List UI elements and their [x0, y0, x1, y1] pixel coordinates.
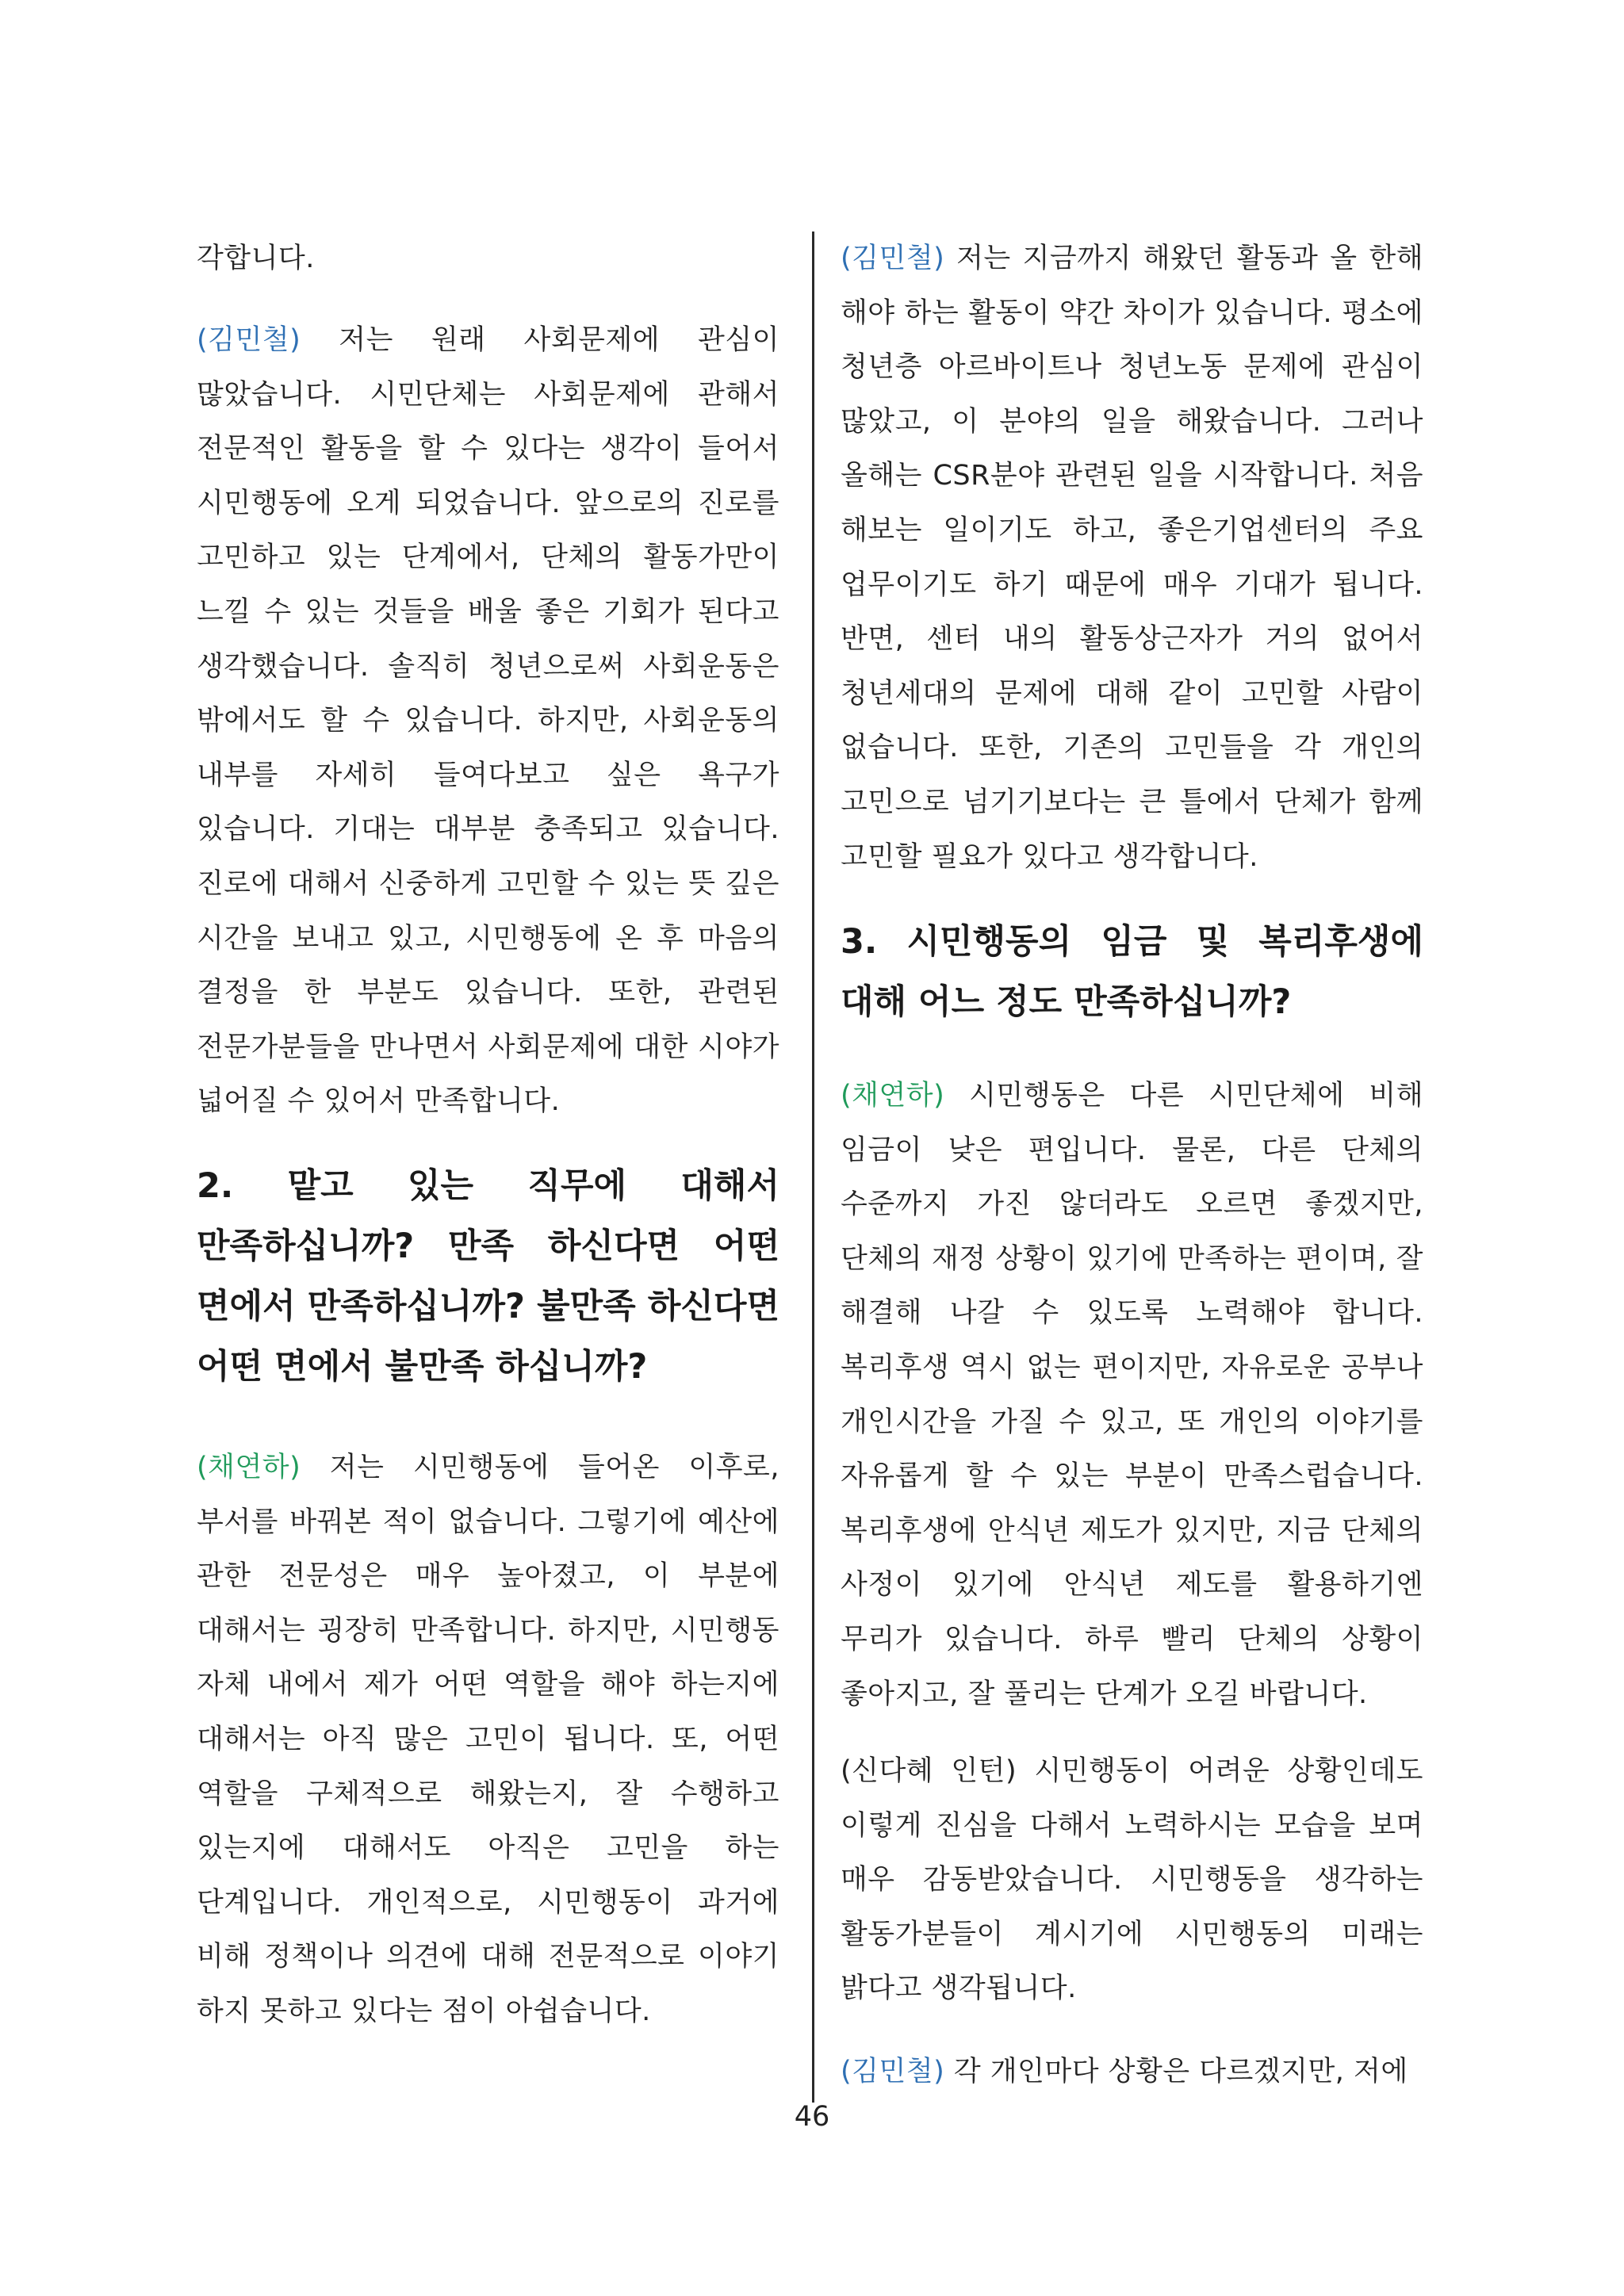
answer-paragraph-chae-q2 [197, 1441, 779, 2039]
left-continuation-paragraph: 각합니다. [197, 243, 315, 274]
speaker-label: (채연하) [197, 1452, 301, 1483]
column-divider [812, 232, 814, 2103]
question-heading-3: 3. 시민행동의 임금 및 복리후생에 대해 어느 정도 만족하십니까? [841, 922, 1423, 1022]
answer-paragraph-kim-q1 [197, 313, 779, 1129]
answer-paragraph-kim-q3 [841, 2045, 1423, 2099]
comment-text: 시민행동이 어려운 상황인데도 이렇게 진심을 다해서 노력하시는 모습을 보며 매우 감동받았습니다. 시민행동을 생각하는 활동가분들이 계시기에 시민행동의 미래는 밝다고 생각됩니다. [841, 1755, 1423, 2005]
answer-text: 저는 지금까지 해왔던 활동과 올 한해 해야 하는 활동이 약간 차이가 있습니다. 평소에 청년층 아르바이트나 청년노동 문제에 관심이 많았고, 이 분야의 일을 해왔습니다. 그러나 올해는 CSR분야 관련된 일을 시작합니다. 처음 해보는 일이기도 하고, 좋은기업센터의 주요 업무이기도 하기 때문에 매우 기대가 됩니다. 반면, 센터 내의 활동상근자가 거의 없어서 청년세대의 문제에 대해 같이 고민할 사람이 없습니다. 또한, 기존의 고민들을 각 개인의 고민으로 넘기기보다는 큰 틀에서 단체가 함께 고민할 필요가 있다고 생각합니다. [841, 243, 1423, 873]
comment-paragraph-intern [841, 1744, 1423, 2016]
speaker-label: (채연하) [841, 1080, 945, 1112]
answer-paragraph-kim-q2 [841, 232, 1423, 884]
answer-text: 각 개인마다 상황은 다르겠지만, 저에 [944, 2056, 1408, 2087]
page-number: 46 [794, 2101, 830, 2133]
answer-text: 시민행동은 다른 시민단체에 비해 임금이 낮은 편입니다. 물론, 다른 단체의 수준까지 가진 않더라도 오르면 좋겠지만, 단체의 재정 상황이 있기에 만족하는 편이며, 잘 해결해 나갈 수 있도록 노력해야 합니다. 복리후생 역시 없는 편이지만, 자유로운 공부나 개인시간을 가질 수 있고, 또 개인의 이야기를 자유롭게 할 수 있는 부분이 만족스럽습니다. 복리후생에 안식년 제도가 있지만, 지금 단체의 사정이 있기에 안식년 제도를 활용하기엔 무리가 있습니다. 하루 빨리 단체의 상황이 좋아지고, 잘 풀리는 단계가 오길 바랍니다. [841, 1080, 1423, 1710]
speaker-label: (신다혜 인턴) [841, 1755, 1017, 1787]
question-heading-2: 2. 맡고 있는 직무에 대해서 만족하십니까? 만족 하신다면 어떤 면에서 만족하십니까? 불만족 하신다면 어떤 면에서 불만족 하십니까? [197, 1166, 779, 1387]
answer-text: 저는 원래 사회문제에 관심이 많았습니다. 시민단체는 사회문제에 관해서 전문적인 활동을 할 수 있다는 생각이 들어서 시민행동에 오게 되었습니다. 앞으로의 진로를 고민하고 있는 단계에서, 단체의 활동가만이 느낄 수 있는 것들을 배울 좋은 기회가 된다고 생각했습니다. 솔직히 청년으로써 사회운동은 밖에서도 할 수 있습니다. 하지만, 사회운동의 내부를 자세히 들여다보고 싶은 욕구가 있습니다. 기대는 대부분 충족되고 있습니다. 진로에 대해서 신중하게 고민할 수 있는 뜻 깊은 시간을 보내고 있고, 시민행동에 온 후 마음의 결정을 한 부분도 있습니다. 또한, 관련된 전문가분들을 만나면서 사회문제에 대한 시야가 넓어질 수 있어서 만족합니다. [197, 324, 779, 1118]
answer-text: 저는 시민행동에 들어온 이후로, 부서를 바꿔본 적이 없습니다. 그렇기에 예산에 관한 전문성은 매우 높아졌고, 이 부분에 대해서는 굉장히 만족합니다. 하지만, 시민행동 자체 내에서 제가 어떤 역할을 해야 하는지에 대해서는 아직 많은 고민이 됩니다. 또, 어떤 역할을 구체적으로 해왔는지, 잘 수행하고 있는지에 대해서도 아직은 고민을 하는 단계입니다. 개인적으로, 시민행동이 과거에 비해 정책이나 의견에 대해 전문적으로 이야기 하지 못하고 있다는 점이 아쉽습니다. [197, 1452, 779, 2027]
speaker-label: (김민철) [197, 324, 301, 356]
speaker-label: (김민철) [841, 2056, 945, 2087]
speaker-label: (김민철) [841, 243, 945, 274]
answer-paragraph-chae-q3 [841, 1069, 1423, 1721]
